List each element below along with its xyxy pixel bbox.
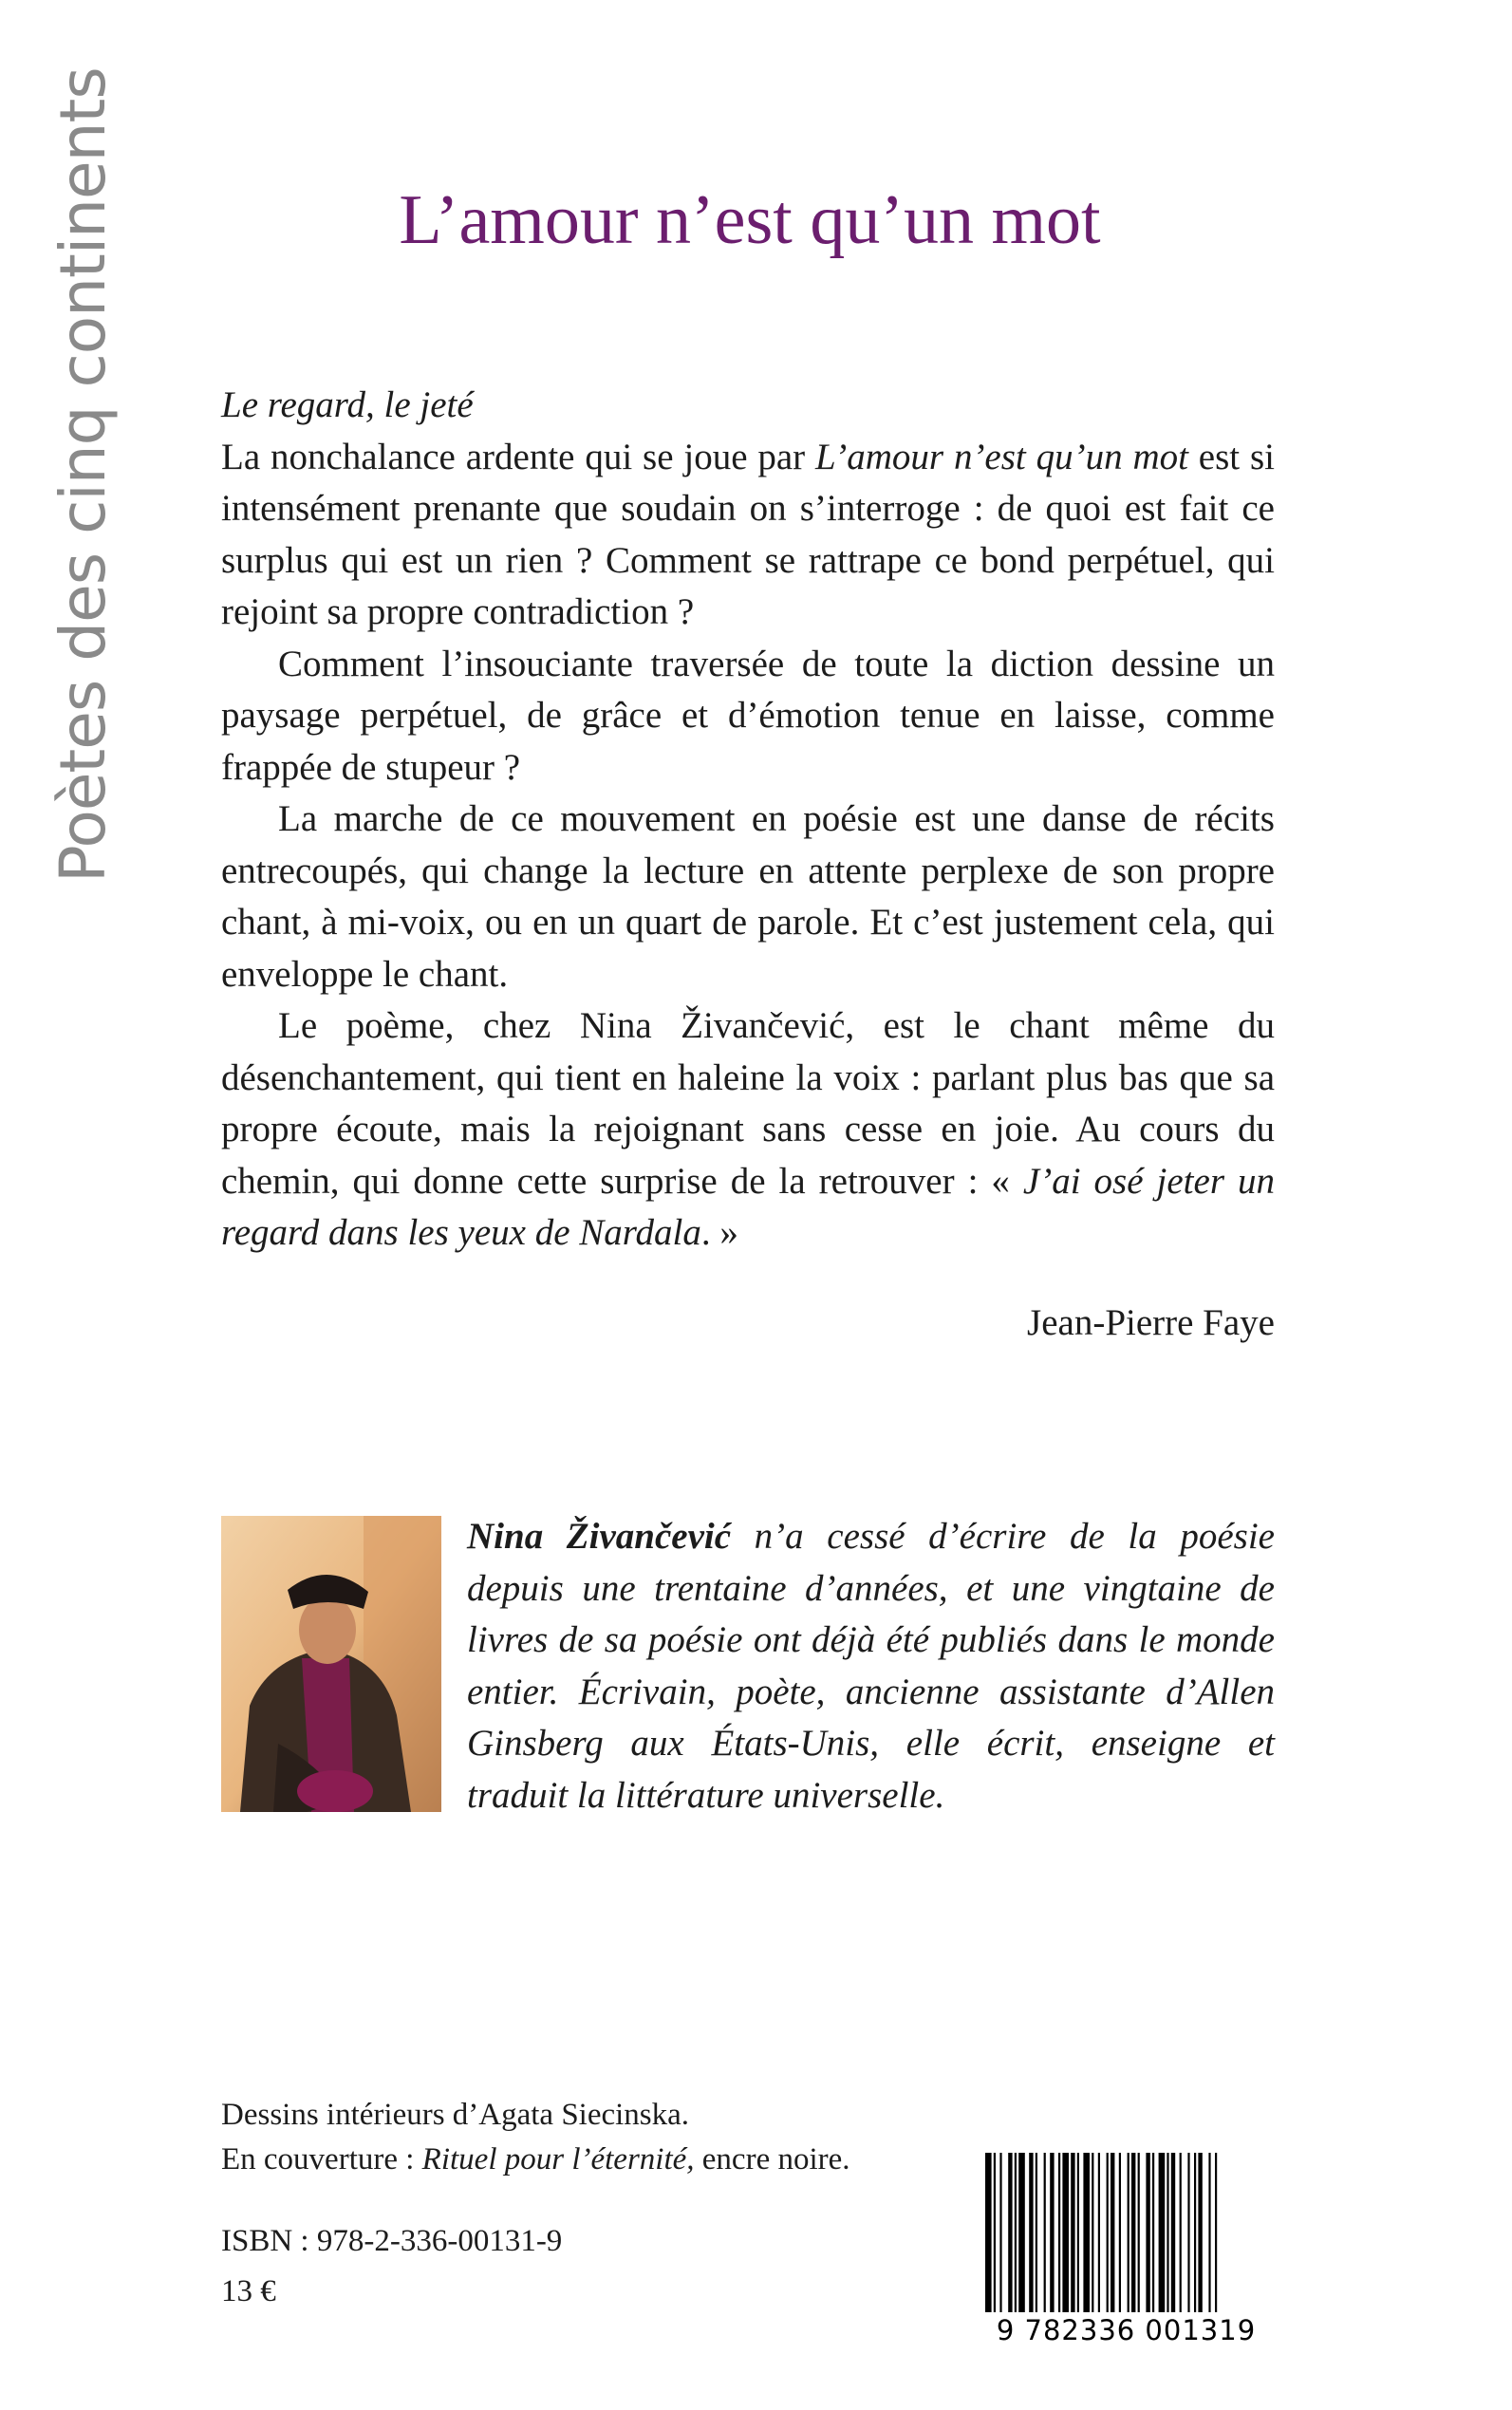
barcode-bar (1071, 2153, 1074, 2312)
barcode-bar (1167, 2153, 1168, 2312)
barcode-bar (1111, 2153, 1114, 2312)
author-bio (467, 1511, 1275, 1822)
barcode-bar (999, 2153, 1001, 2312)
barcode-bar (1036, 2153, 1037, 2312)
foreword-paragraph-2: Comment l’insouciante traversée de toute la diction dessine un paysage perpétuel, de grâce et d’émotion tenue en laisse, comme frappée de stupeur ? (221, 643, 1275, 788)
foreword-signature: Jean-Pierre Faye (1027, 1301, 1275, 1343)
barcode-bar (1131, 2153, 1135, 2312)
barcode-bar (1152, 2153, 1154, 2312)
cover-credit (221, 2138, 850, 2182)
foreword-subtitle: Le regard, le jeté (221, 384, 474, 425)
foreword-paragraph-3: La marche de ce mouvement en poésie est une danse de récits entrecoupés, qui change la lecture en attente perplexe de son propre chant, à mi-voix, ou en un quart de parole. Et c’est justement cela, qui enveloppe le chant. (221, 798, 1275, 995)
credit-text: En couverture : (221, 2142, 422, 2176)
barcode-bar (1187, 2153, 1189, 2312)
author-photo (221, 1516, 441, 1812)
cover-credits (221, 2093, 850, 2182)
paragraph-text: Le poème, chez Nina Živančević, est le chant même du désenchantement, qui tient en haleine la voix : parlant plus bas que sa propre écoute, mais la rejoignant sans cesse en joie. Au cours du chemin, qui donne cette surprise de la retrouver : « (221, 1005, 1275, 1202)
barcode-bar (1062, 2153, 1069, 2312)
barcode-bar (1098, 2153, 1100, 2312)
barcode-bar (1083, 2153, 1090, 2312)
credit-text: encre noire. (694, 2142, 850, 2176)
foreword-paragraph-4 (221, 1000, 1275, 1260)
author-portrait-image (221, 1516, 441, 1812)
barcode-bar (1029, 2153, 1033, 2312)
barcode-bar (1119, 2153, 1121, 2312)
barcode-digits: 9 782336 001319 (996, 2314, 1257, 2346)
barcode-bar (1107, 2153, 1109, 2312)
foreword (221, 380, 1275, 1349)
barcode-bar (1171, 2153, 1175, 2312)
barcode-bar (1198, 2153, 1202, 2312)
series-spine (46, 67, 121, 883)
barcode-bar (1077, 2153, 1079, 2312)
barcode-bar (1128, 2153, 1129, 2312)
barcode-bar (1008, 2153, 1012, 2312)
price: 13 € (221, 2274, 276, 2308)
barcode-bar (1050, 2153, 1054, 2312)
barcode-bar (1015, 2153, 1017, 2312)
artwork-title: Rituel pour l’éternité, (421, 2142, 695, 2176)
barcode-bar (1058, 2153, 1060, 2312)
barcode-bar (1194, 2153, 1196, 2312)
barcode-bar (1215, 2153, 1217, 2312)
author-name: Nina Živančević (467, 1516, 732, 1557)
paragraph-text: La nonchalance ardente qui se joue par (221, 436, 816, 477)
illustration-credit: Dessins intérieurs d’Agata Siecinska. (221, 2098, 690, 2132)
foreword-paragraph-1 (221, 432, 1275, 639)
barcode-bar (985, 2153, 992, 2312)
isbn: ISBN : 978-2-336-00131-9 (221, 2224, 563, 2258)
barcode-bar (1138, 2153, 1140, 2312)
quotation: J’ai osé jeter un regard dans les yeux de Nardala (221, 1160, 1275, 1253)
book-title: L’amour n’est qu’un mot (399, 181, 1101, 259)
barcode-bar (994, 2153, 996, 2312)
barcode-bar (1180, 2153, 1182, 2312)
barcode (978, 2153, 1275, 2346)
barcode-bar (1018, 2153, 1025, 2312)
barcode-bar (1208, 2153, 1210, 2312)
author-bio-text: n’a cessé d’écrire de la poésie depuis une trentaine d’années, et une vingtaine de livres de sa poésie ont déjà été publiés dans le monde entier. Écrivain, poète, ancienne assistante d’Allen Ginsberg aux États-Unis, elle écrit, enseigne et traduit la littérature universelle. (467, 1516, 1275, 1816)
barcode-bar (1092, 2153, 1093, 2312)
book-title-reference: L’amour n’est qu’un mot (815, 436, 1188, 477)
series-name: Poètes des cinq continents (47, 67, 120, 883)
barcode-bar (1146, 2153, 1149, 2312)
paragraph-text: . » (700, 1212, 738, 1253)
barcode-bar (1159, 2153, 1166, 2312)
paragraph-text: est si intensément prenante que soudain on s’interroge : de quoi est fait ce surplus qui est un rien ? Comment se rattrape ce bond perpétuel, qui rejoint sa propre contradiction ? (221, 436, 1275, 632)
barcode-bars (978, 2153, 1275, 2314)
barcode-bar (1044, 2153, 1046, 2312)
